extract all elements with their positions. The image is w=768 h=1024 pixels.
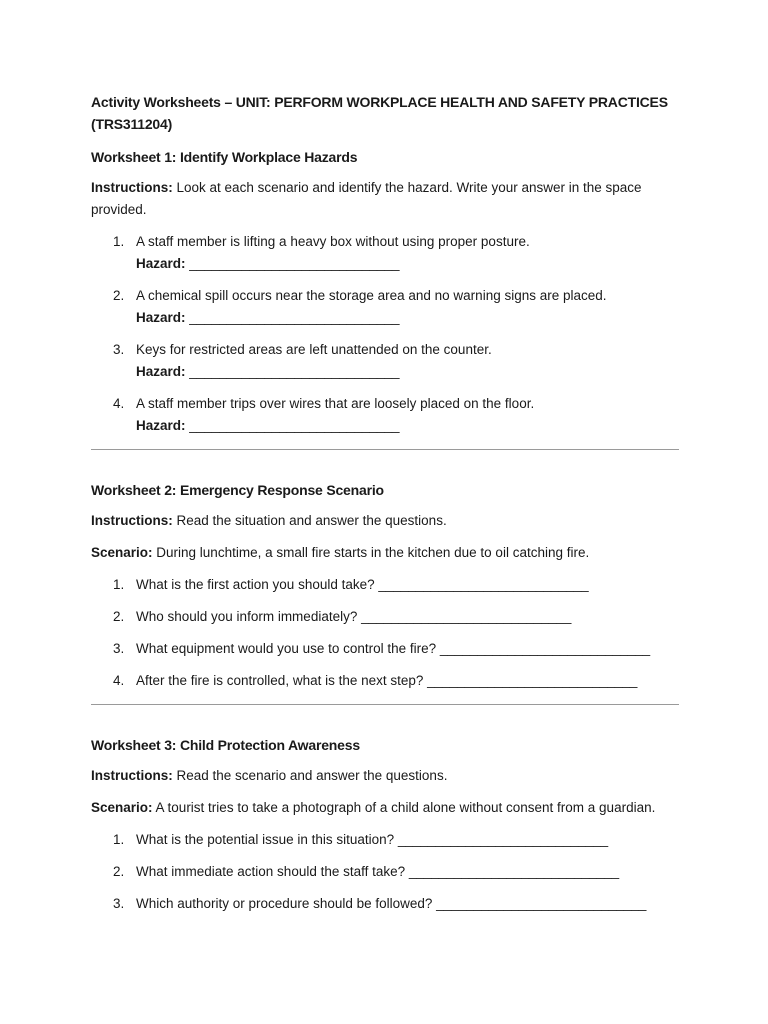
list-item bbox=[91, 285, 679, 329]
item-number: 3. bbox=[113, 342, 125, 357]
list-item[interactable] bbox=[91, 606, 679, 628]
list-item bbox=[91, 393, 679, 437]
worksheet3-list bbox=[91, 829, 679, 915]
list-item bbox=[91, 339, 679, 383]
list-item[interactable] bbox=[91, 829, 679, 851]
worksheet3-heading: Worksheet 3: Child Protection Awareness bbox=[91, 737, 360, 753]
item-number: 3. bbox=[113, 896, 125, 911]
hazard-label: Hazard: bbox=[136, 256, 186, 271]
item-number: 3. bbox=[113, 641, 125, 656]
item-number: 2. bbox=[113, 288, 125, 303]
instructions-label: Instructions: bbox=[91, 180, 173, 195]
instructions-text: Read the scenario and answer the questions. bbox=[172, 768, 448, 783]
instructions-label: Instructions: bbox=[91, 768, 173, 783]
list-item[interactable] bbox=[91, 670, 679, 692]
item-number: 2. bbox=[113, 609, 125, 624]
item-text: Keys for restricted areas are left unattended on the counter. bbox=[136, 342, 492, 357]
question-text: What is the first action you should take? ____________________________ bbox=[136, 577, 589, 592]
item-text: A staff member is lifting a heavy box without using proper posture. bbox=[136, 234, 530, 249]
answer-blank: ____________________________ bbox=[185, 418, 400, 433]
question-text: What immediate action should the staff take? ____________________________ bbox=[136, 864, 620, 879]
question-text: After the fire is controlled, what is the next step? ____________________________ bbox=[136, 673, 638, 688]
hazard-answer-line[interactable] bbox=[136, 253, 679, 275]
hazard-answer-line[interactable] bbox=[136, 361, 679, 383]
list-item[interactable] bbox=[91, 574, 679, 596]
section-divider bbox=[91, 704, 679, 705]
document-title: Activity Worksheets – UNIT: PERFORM WORKPLACE HEALTH AND SAFETY PRACTICES (TRS311204) bbox=[91, 94, 668, 132]
scenario-text: During lunchtime, a small fire starts in the kitchen due to oil catching fire. bbox=[152, 545, 590, 560]
worksheet3-scenario bbox=[91, 797, 679, 819]
question-text: Which authority or procedure should be followed? ____________________________ bbox=[136, 896, 647, 911]
worksheet1-heading: Worksheet 1: Identify Workplace Hazards bbox=[91, 149, 358, 165]
section-divider bbox=[91, 449, 679, 450]
item-text: A chemical spill occurs near the storage area and no warning signs are placed. bbox=[136, 288, 607, 303]
hazard-answer-line[interactable] bbox=[136, 307, 679, 329]
hazard-answer-line[interactable] bbox=[136, 415, 679, 437]
worksheet2-instructions bbox=[91, 510, 679, 532]
item-number: 4. bbox=[113, 396, 125, 411]
item-number: 1. bbox=[113, 577, 125, 592]
list-item[interactable] bbox=[91, 638, 679, 660]
worksheet-page bbox=[91, 91, 679, 915]
scenario-label: Scenario: bbox=[91, 545, 153, 560]
instructions-text: Read the situation and answer the questions. bbox=[172, 513, 447, 528]
instructions-label: Instructions: bbox=[91, 513, 173, 528]
item-number: 1. bbox=[113, 234, 125, 249]
list-item bbox=[91, 231, 679, 275]
worksheet2-heading: Worksheet 2: Emergency Response Scenario bbox=[91, 482, 384, 498]
scenario-text: A tourist tries to take a photograph of a child alone without consent from a guardian. bbox=[152, 800, 656, 815]
answer-blank: ____________________________ bbox=[185, 310, 400, 325]
worksheet2-list bbox=[91, 574, 679, 692]
hazard-label: Hazard: bbox=[136, 418, 186, 433]
question-text: Who should you inform immediately? ____________________________ bbox=[136, 609, 572, 624]
worksheet1-instructions bbox=[91, 177, 679, 221]
instructions-text: Look at each scenario and identify the hazard. Write your answer in the space provided. bbox=[91, 180, 642, 217]
item-number: 2. bbox=[113, 864, 125, 879]
item-text: A staff member trips over wires that are loosely placed on the floor. bbox=[136, 396, 535, 411]
list-item[interactable] bbox=[91, 893, 679, 915]
question-text: What is the potential issue in this situation? ____________________________ bbox=[136, 832, 609, 847]
worksheet2-scenario bbox=[91, 542, 679, 564]
worksheet3-instructions bbox=[91, 765, 679, 787]
item-number: 4. bbox=[113, 673, 125, 688]
answer-blank: ____________________________ bbox=[185, 364, 400, 379]
hazard-label: Hazard: bbox=[136, 364, 186, 379]
question-text: What equipment would you use to control the fire? ____________________________ bbox=[136, 641, 651, 656]
hazard-label: Hazard: bbox=[136, 310, 186, 325]
worksheet1-list bbox=[91, 231, 679, 437]
scenario-label: Scenario: bbox=[91, 800, 153, 815]
item-number: 1. bbox=[113, 832, 125, 847]
list-item[interactable] bbox=[91, 861, 679, 883]
answer-blank: ____________________________ bbox=[185, 256, 400, 271]
